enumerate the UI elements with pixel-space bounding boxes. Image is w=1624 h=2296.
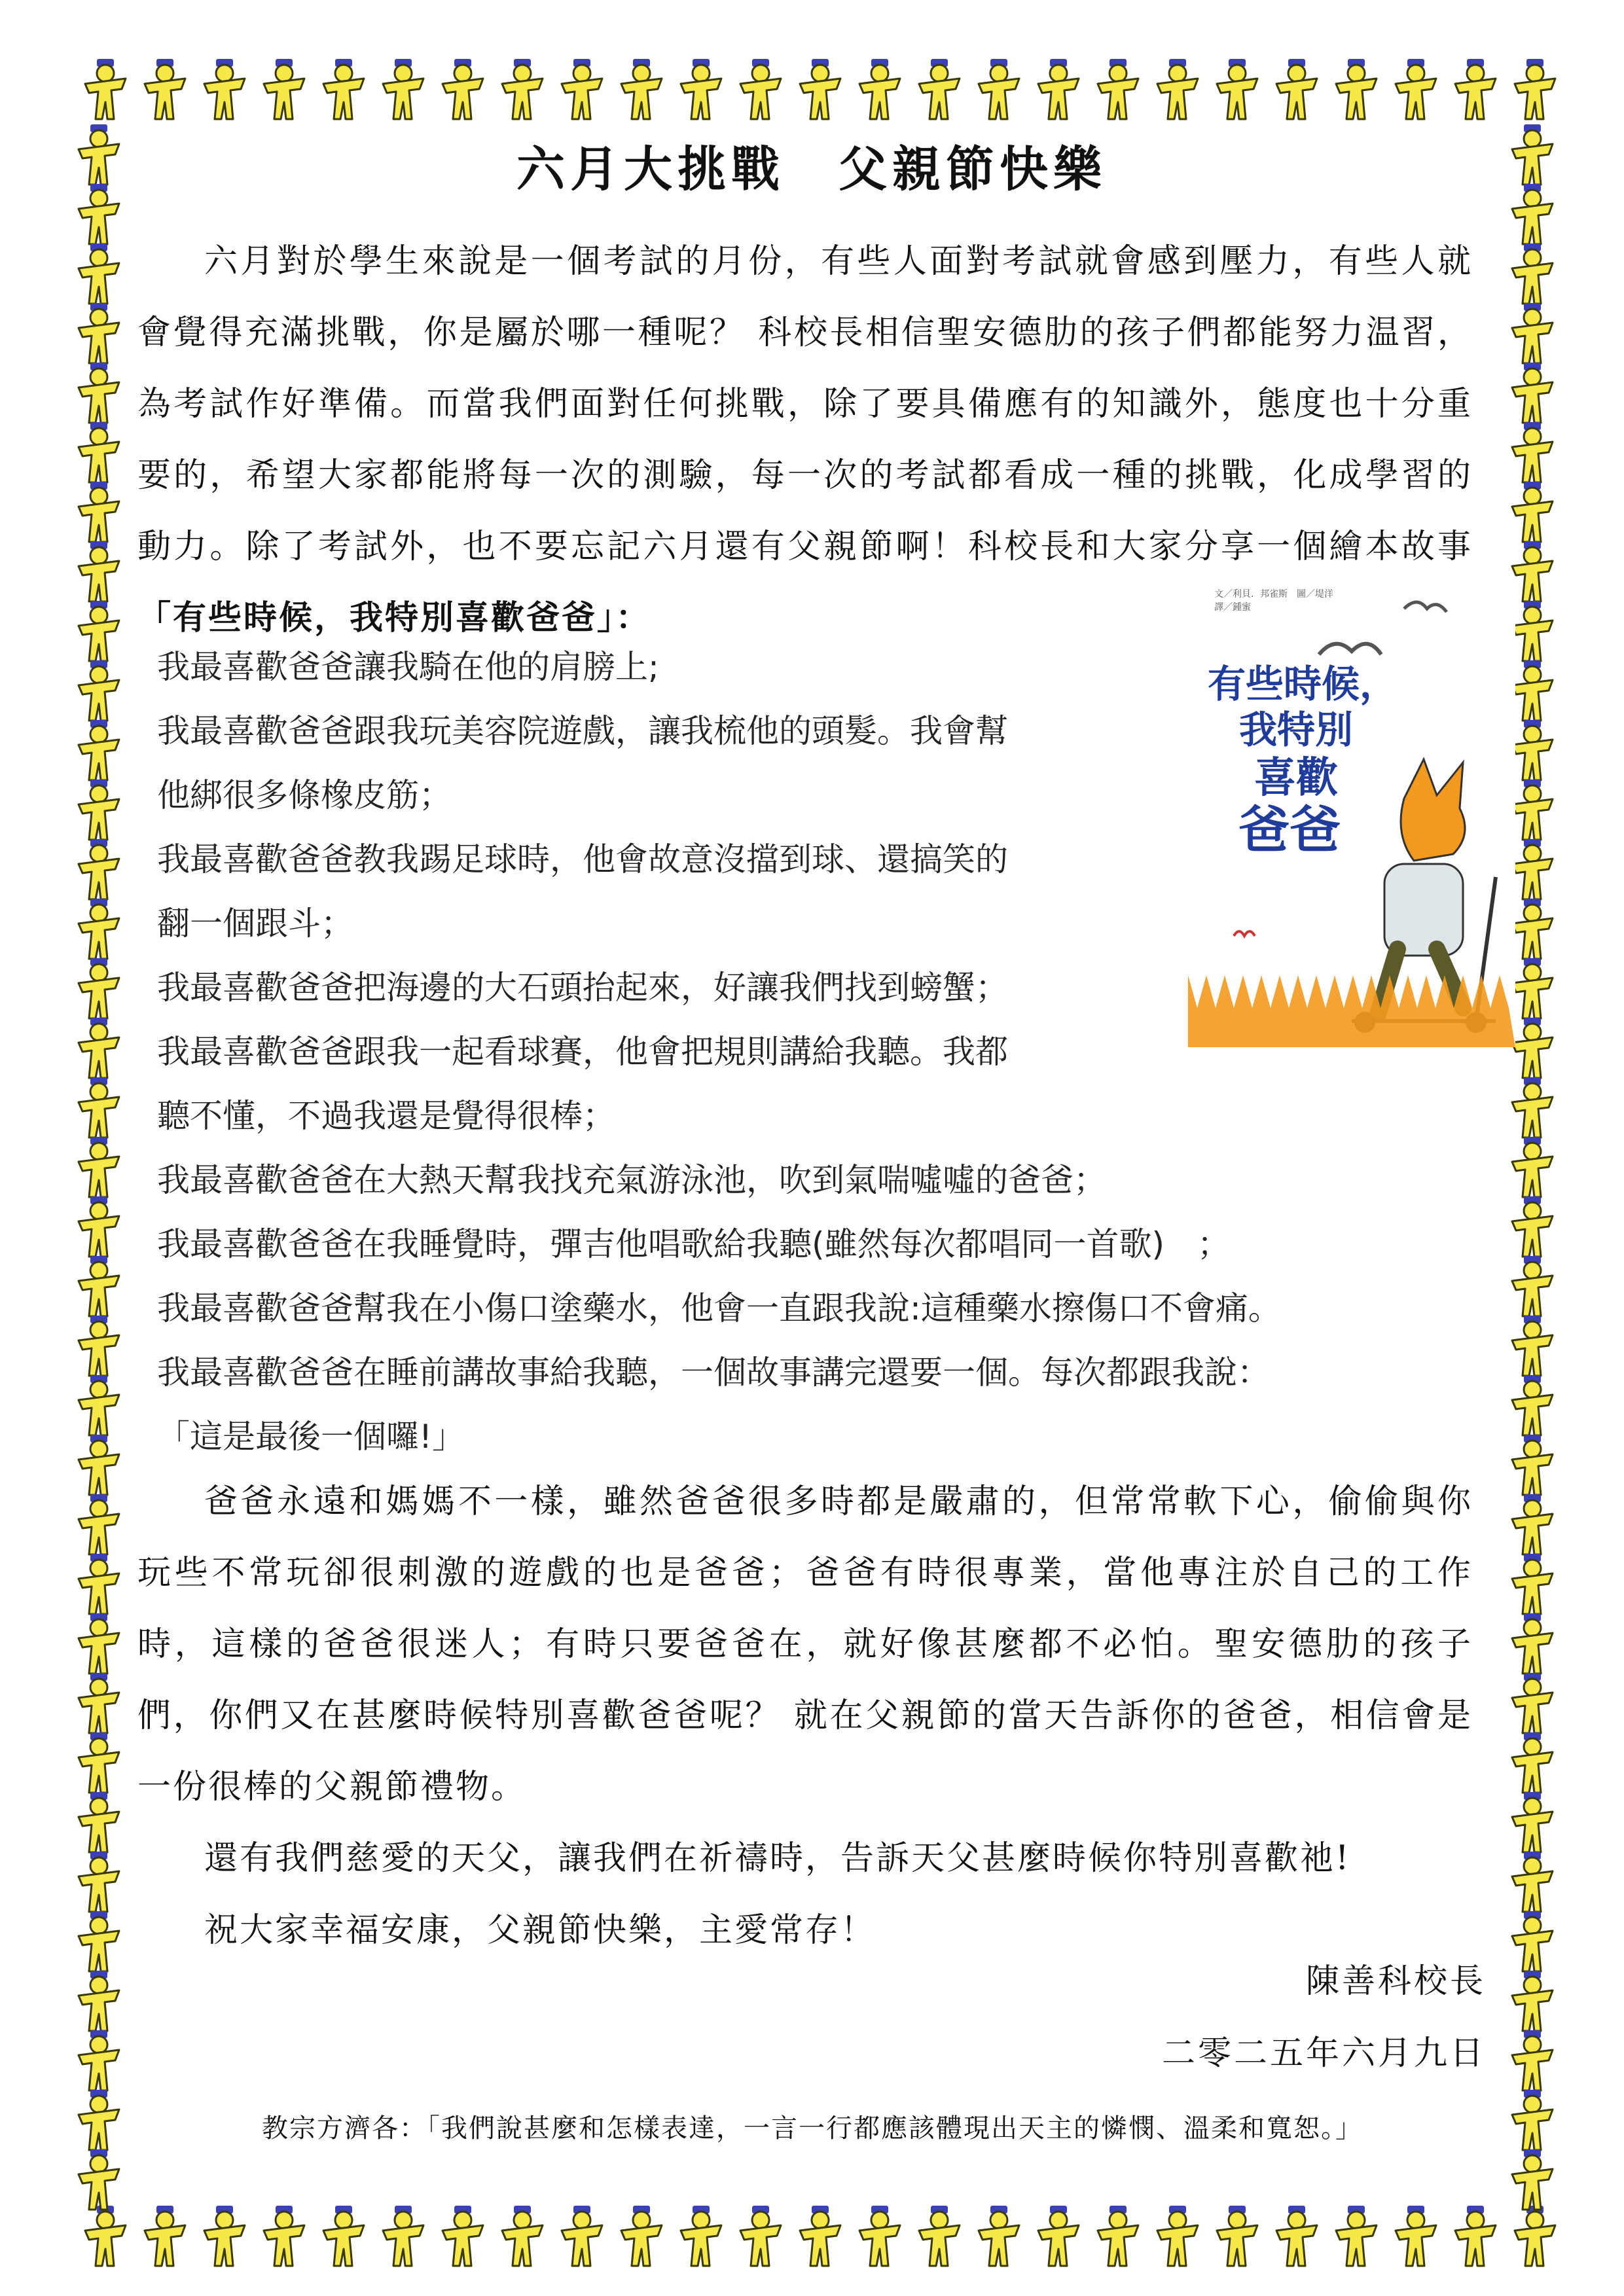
border-figure-icon [442,2206,483,2266]
border-figure-icon [1512,2149,1553,2210]
border-figure-icon [740,59,781,119]
border-figure-icon [1512,899,1553,959]
border-figure-icon [1512,1077,1553,1138]
border-figure-icon [1512,839,1553,899]
border-figure-icon [85,59,126,119]
border-figure-icon [1512,2030,1553,2090]
border-figure-icon [1512,1375,1553,1435]
border-figure-icon [264,2206,304,2266]
border-figure-icon [1455,2206,1496,2266]
border-figure-icon [79,1256,119,1316]
closing-text: 爸爸永遠和媽媽不一樣，雖然爸爸很多時都是嚴肅的，但常常軟下心，偷偷與你玩些不常玩卻很刺激的遊戲的也是爸爸；爸爸有時很專業，當他專注於自己的工作時，這樣的爸爸很迷人；有時只要爸爸在，就好像甚麼都不必怕。聖安德肋的孩子們，你們又在甚麼時候特別喜歡爸爸呢？ 就在父親節的當天告訴你的爸爸，相信會是一份很棒的父親節禮物。 [137,1482,1473,1806]
border-figure-icon [621,2206,662,2266]
border-figure-icon [1276,59,1317,119]
border-figure-icon [1336,59,1377,119]
pope-francis-quote: 教宗方濟各：「我們說甚麼和怎樣表達，一言一行都應該體現出天主的憐憫、溫柔和寬恕。」 [262,2113,1363,2144]
border-figure-icon [740,2206,781,2266]
border-figure-icon [79,1375,119,1435]
border-figure-icon [1512,1137,1553,1197]
book-title-line-4: 爸爸 [1238,801,1341,860]
poem-line: 我最喜歡爸爸讓我騎在他的肩膀上; [157,648,659,686]
book-credits: 文／利貝．邦雀斯 圖／堤洋 [1214,589,1333,600]
border-figure-icon [1512,1613,1553,1674]
book-title-line-3: 喜歡 [1254,754,1338,802]
border-figure-icon [383,59,424,119]
border-figure-icon [681,59,721,119]
signature-date: 二零二五年六月九日 [1161,2034,1486,2073]
border-figure-icon [1157,59,1198,119]
border-figure-icon [79,899,119,959]
border-figure-icon [79,422,119,482]
border-figure-icon [79,1673,119,1733]
border-figure-icon [1512,1316,1553,1376]
poem-line: 「這是最後一個囉!」 [157,1418,465,1456]
border-figure-icon [1396,2206,1436,2266]
closing-paragraph [137,1466,1473,1823]
signature-name: 陳善科校長 [1305,1962,1486,2001]
border-figure-icon [1512,1435,1553,1495]
prayer-text: 還有我們慈愛的天父，讓我們在祈禱時，告訴天父甚麼時候你特別喜歡祂! [204,1839,1351,1878]
border-figure-icon [79,2030,119,2090]
border-figure-icon [1512,541,1553,601]
border-figure-icon [1336,2206,1377,2266]
book-title-quote: 「有些時候，我特別喜歡爸爸」 [137,598,616,637]
prayer-line [137,1823,1486,1894]
border-figure-icon [919,2206,960,2266]
border-figure-icon [1512,124,1553,185]
poem-line: 聽不懂，不過我還是覺得很棒； [157,1097,615,1135]
border-figure-icon [79,2149,119,2210]
border-figure-icon [1512,1792,1553,1852]
border-figure-icon [79,839,119,899]
border-figure-icon [1276,2206,1317,2266]
border-figure-icon [79,1852,119,1912]
border-figure-icon [1512,422,1553,482]
border-figure-icon [1038,2206,1079,2266]
border-figure-icon [1396,59,1436,119]
border-figure-icon [1512,1971,1553,2031]
border-figure-icon [1512,601,1553,661]
border-figure-icon [1098,59,1138,119]
border-figure-icon [79,1316,119,1376]
border-figure-icon [79,363,119,423]
border-figure-icon [1512,1732,1553,1793]
border-figure-icon [1512,780,1553,840]
poem-line: 他綁很多條橡皮筋； [157,776,452,814]
border-figure-icon [1515,59,1555,119]
border-figure-icon [79,1613,119,1674]
border-figure-icon [859,2206,900,2266]
border-figure-icon [1512,184,1553,244]
poem-line: 我最喜歡爸爸把海邊的大石頭抬起來，好讓我們找到螃蟹； [157,969,1008,1007]
poem-line: 我最喜歡爸爸跟我玩美容院遊戲，讓我梳他的頭髮。我會幫 [157,712,1008,750]
border-figure-icon [1512,720,1553,780]
border-figure-icon [79,601,119,661]
border-figure-icon [323,59,364,119]
border-figure-icon [79,243,119,304]
intro-text: 六月對於學生來說是一個考試的月份，有些人面對考試就會感到壓力，有些人就會覺得充滿挑戰，你是屬於哪一種呢？ 科校長相信聖安德肋的孩子們都能努力温習，為考試作好準備。而當我們面對任何挑戰，除了要具備應有的知識外，態度也十分重要的，希望大家都能將每一次的測驗，每一次的考試都看成一種的挑戰，化成學習的動力。除了考試外，也不要忘記六月還有父親節啊！科校長和大家分享一個繪本故事 [137,242,1473,566]
blessing-text: 祝大家幸福安康，父親節快樂，主愛常存！ [204,1911,876,1950]
border-figure-icon [79,303,119,363]
border-figure-icon [79,1196,119,1257]
border-figure-icon [1038,59,1079,119]
poem-line: 我最喜歡爸爸在睡前講故事給我聽，一個故事講完還要一個。每次都跟我說： [157,1354,1270,1391]
border-figure-icon [79,541,119,601]
border-figure-icon [79,1435,119,1495]
border-figure-icon [621,59,662,119]
border-figure-icon [79,184,119,244]
border-figure-icon [1512,1673,1553,1733]
blessing-line [137,1895,1486,1966]
poem-line: 我最喜歡爸爸跟我一起看球賽，他會把規則講給我聽。我都 [157,1033,1008,1071]
book-title-line-1: 有些時候， [1207,662,1398,706]
border-figure-icon [442,59,483,119]
border-figure-icon [681,2206,721,2266]
border-figure-icon [1098,2206,1138,2266]
border-figure-icon [79,1792,119,1852]
border-figure-icon [562,59,602,119]
border-figure-icon [323,2206,364,2266]
border-figure-icon [79,660,119,721]
border-figure-icon [85,2206,126,2266]
border-figure-icon [800,2206,840,2266]
border-figure-icon [1157,2206,1198,2266]
poem-line: 我最喜歡爸爸在我睡覺時，彈吉他唱歌給我聽(雖然每次都唱同一首歌) ； [157,1225,1231,1263]
border-figure-icon [1515,2206,1555,2266]
border-figure-icon [79,958,119,1018]
border-figure-icon [1512,1494,1553,1554]
border-figure-icon [79,2090,119,2150]
border-figure-icon [145,2206,185,2266]
border-figure-icon [1512,660,1553,721]
border-figure-icon [1217,59,1257,119]
border-figure-icon [79,1018,119,1078]
border-figure-icon [562,2206,602,2266]
book-cover-image [1188,583,1515,1047]
border-figure-icon [1512,363,1553,423]
border-figure-icon [79,1554,119,1614]
book-cover-illustration [1188,583,1515,1047]
border-figure-icon [919,59,960,119]
border-figure-icon [79,124,119,185]
border-figure-icon [79,780,119,840]
border-figure-icon [145,59,185,119]
border-figure-icon [502,2206,543,2266]
border-figure-icon [1512,243,1553,304]
poem-excerpt [157,635,1281,1469]
border-figure-icon [79,1911,119,1971]
page-title: 六月大挑戰 父親節快樂 [516,141,1107,198]
book-title-line-2: 我特別 [1238,708,1354,752]
border-figure-icon [1512,1852,1553,1912]
border-figure-icon [1217,2206,1257,2266]
border-figure-icon [79,1137,119,1197]
border-figure-icon [79,482,119,542]
border-figure-icon [1455,59,1496,119]
border-figure-icon [1512,1554,1553,1614]
border-figure-icon [79,1732,119,1793]
border-figure-icon [1512,1018,1553,1078]
border-figure-icon [1512,482,1553,542]
border-figure-icon [1512,1196,1553,1257]
border-figure-icon [1512,303,1553,363]
book-credits-2: 譯／鍾蜜 [1214,602,1251,613]
border-figure-icon [204,59,245,119]
border-figure-icon [264,59,304,119]
border-figure-icon [859,59,900,119]
border-figure-icon [383,2206,424,2266]
border-figure-icon [1512,1911,1553,1971]
border-figure-icon [204,2206,245,2266]
poem-line: 我最喜歡爸爸教我踢足球時，他會故意沒擋到球、還搞笑的 [157,840,1008,878]
poem-line: 我最喜歡爸爸在大熱天幫我找充氣游泳池，吹到氣喘噓噓的爸爸； [157,1161,1106,1199]
border-figure-icon [502,59,543,119]
border-figure-icon [800,59,840,119]
border-figure-icon [79,720,119,780]
border-figure-icon [1512,958,1553,1018]
poem-line: 翻一個跟斗； [157,905,353,942]
border-figure-icon [979,2206,1019,2266]
border-figure-icon [79,1077,119,1138]
border-figure-icon [1512,1256,1553,1316]
border-figure-icon [79,1971,119,2031]
intro-colon: ： [615,598,651,637]
poem-line: 我最喜歡爸爸幫我在小傷口塗藥水，他會一直跟我說:這種藥水擦傷口不會痛。 [157,1289,1281,1327]
border-figure-icon [1512,2090,1553,2150]
border-figure-icon [79,1494,119,1554]
border-figure-icon [979,59,1019,119]
